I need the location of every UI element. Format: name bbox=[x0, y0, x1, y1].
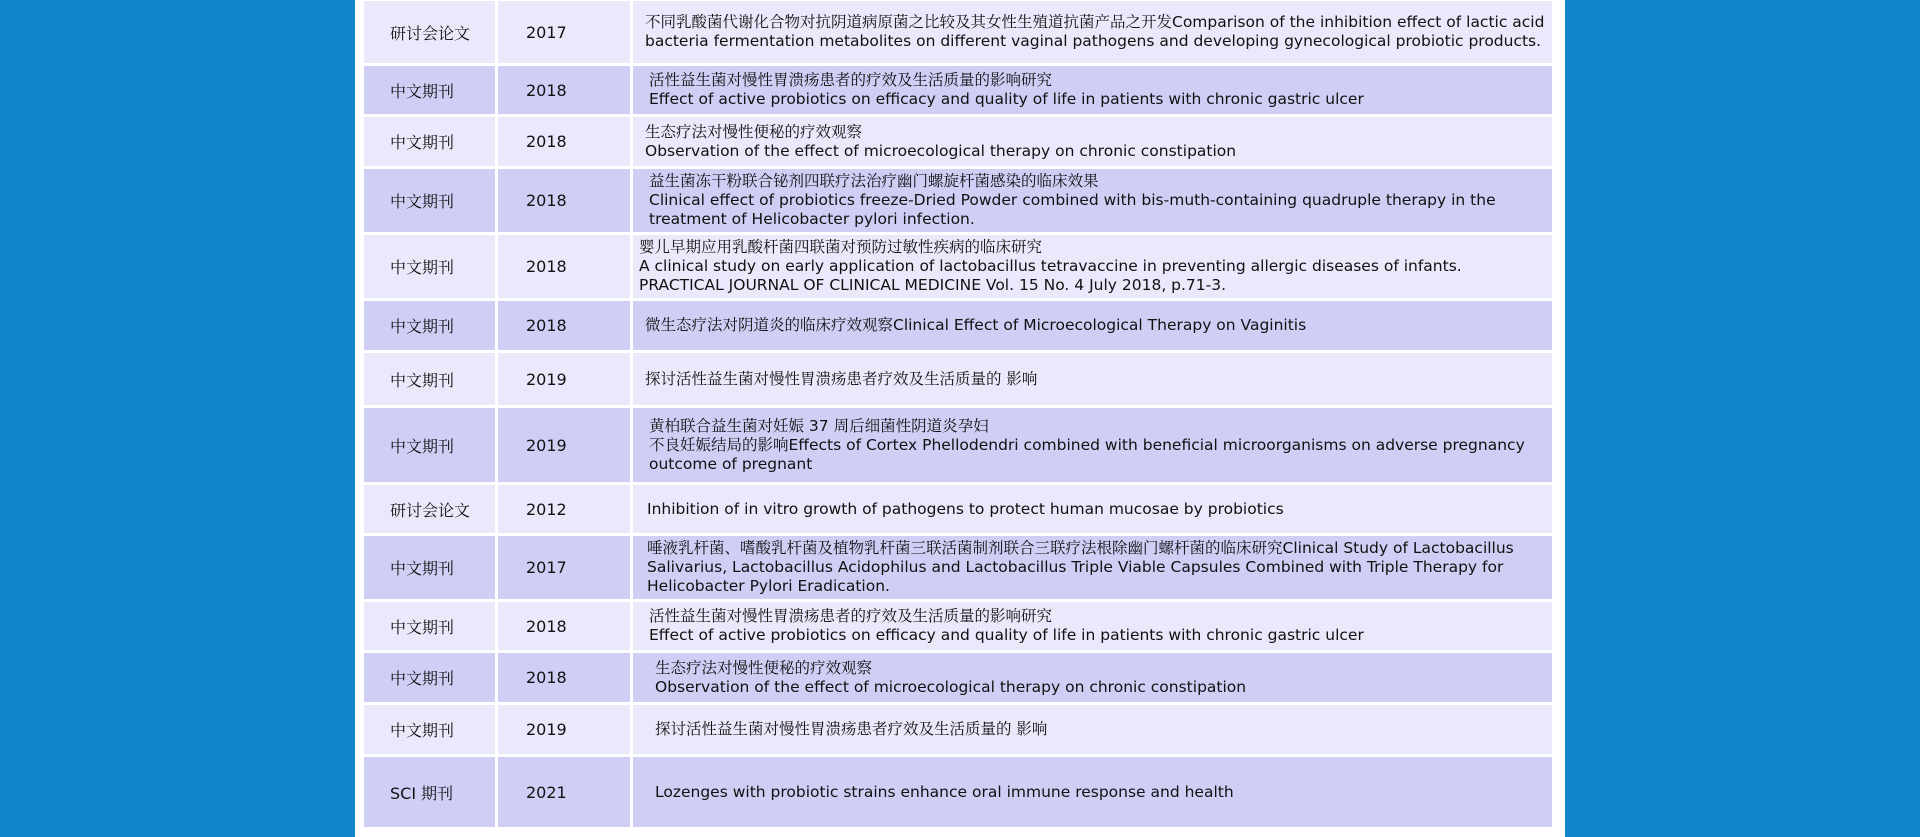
publication-type: 中文期刊 bbox=[364, 705, 498, 754]
publication-title-text: 活性益生菌对慢性胃溃疡患者的疗效及生活质量的影响研究 Effect of active probiotics on efficacy and quality of life in patients with chronic gastric ulcer bbox=[649, 607, 1364, 644]
table-row bbox=[364, 485, 1552, 536]
publication-title-text: 生态疗法对慢性便秘的疗效观察 Observation of the effect of microecological therapy on chronic constipation bbox=[645, 122, 1237, 160]
publication-title bbox=[633, 1, 1552, 63]
publication-title bbox=[633, 705, 1552, 754]
publication-year: 2019 bbox=[498, 353, 633, 405]
publication-type: 中文期刊 bbox=[364, 653, 498, 702]
publication-title bbox=[633, 353, 1552, 405]
table-row bbox=[364, 705, 1552, 757]
publication-type: 中文期刊 bbox=[364, 117, 498, 166]
publication-year: 2017 bbox=[498, 536, 633, 599]
publication-year: 2012 bbox=[498, 485, 633, 533]
publication-title-text: 生态疗法对慢性便秘的疗效观察 Observation of the effect of microecological therapy on chronic constipation bbox=[655, 658, 1247, 696]
publications-table bbox=[364, 0, 1552, 830]
publication-title-text: 婴儿早期应用乳酸杆菌四联菌对预防过敏性疾病的临床研究 A clinical study on early application of lactobacillus tetravaccine in preventing allergic diseases of infants. PRACTICAL JOURNAL OF CLINICAL MEDICINE Vol. 15 No. 4 July 2018, p.71-3. bbox=[639, 238, 1462, 294]
publication-type: 中文期刊 bbox=[364, 235, 498, 298]
publication-year: 2018 bbox=[498, 235, 633, 298]
publication-title-text: 微生态疗法对阴道炎的临床疗效观察Clinical Effect of Microecological Therapy on Vaginitis bbox=[645, 316, 1307, 334]
publication-year: 2017 bbox=[498, 1, 633, 63]
publication-year: 2018 bbox=[498, 66, 633, 114]
publication-year: 2018 bbox=[498, 653, 633, 702]
publication-title-text: 探讨活性益生菌对慢性胃溃疡患者疗效及生活质量的 影响 bbox=[655, 720, 1048, 738]
publication-year: 2018 bbox=[498, 169, 633, 232]
table-row bbox=[364, 301, 1552, 353]
publication-title bbox=[633, 757, 1552, 827]
publication-title-text: Lozenges with probiotic strains enhance oral immune response and health bbox=[655, 782, 1234, 801]
publication-title-text: 不同乳酸菌代谢化合物对抗阴道病原菌之比较及其女性生殖道抗菌产品之开发Comparison of the inhibition effect of lactic acid bacteria fermentation metabolites on different vaginal pathogens and developing gynecological probiotic products. bbox=[645, 13, 1545, 50]
publication-type: 研讨会论文 bbox=[364, 485, 498, 533]
publication-type: 中文期刊 bbox=[364, 536, 498, 599]
publication-title-text: 唾液乳杆菌、嗜酸乳杆菌及植物乳杆菌三联活菌制剂联合三联疗法根除幽门螺杆菌的临床研究Clinical Study of Lactobacillus Salivarius, Lactobacillus Acidophilus and Lactobacillus Triple Viable Capsules Combined with Triple Therapy for Helicobacter Pylori Eradication. bbox=[647, 539, 1514, 595]
publication-title bbox=[633, 485, 1552, 533]
table-row bbox=[364, 235, 1552, 301]
publication-title bbox=[633, 301, 1552, 350]
publication-title bbox=[633, 602, 1552, 650]
publication-title bbox=[633, 536, 1552, 599]
table-row bbox=[364, 117, 1552, 169]
publication-type: 中文期刊 bbox=[364, 301, 498, 350]
table-row bbox=[364, 66, 1552, 117]
publication-year: 2019 bbox=[498, 408, 633, 482]
publication-title-text: 活性益生菌对慢性胃溃疡患者的疗效及生活质量的影响研究 Effect of active probiotics on efficacy and quality of life in patients with chronic gastric ulcer bbox=[649, 71, 1364, 108]
publication-title bbox=[633, 66, 1552, 114]
publication-type: 中文期刊 bbox=[364, 602, 498, 650]
table-row bbox=[364, 653, 1552, 705]
publication-title bbox=[633, 408, 1552, 482]
publication-type: SCI 期刊 bbox=[364, 757, 498, 827]
publication-year: 2018 bbox=[498, 301, 633, 350]
publication-type: 中文期刊 bbox=[364, 408, 498, 482]
publication-year: 2018 bbox=[498, 117, 633, 166]
publication-title bbox=[633, 235, 1552, 298]
publication-type: 中文期刊 bbox=[364, 353, 498, 405]
publication-title bbox=[633, 169, 1552, 232]
table-row bbox=[364, 602, 1552, 653]
publication-title-text: Inhibition of in vitro growth of pathogens to protect human mucosae by probiotics bbox=[647, 499, 1284, 518]
publication-title-text: 探讨活性益生菌对慢性胃溃疡患者疗效及生活质量的 影响 bbox=[645, 369, 1038, 388]
publication-title-text: 黄柏联合益生菌对妊娠 37 周后细菌性阴道炎孕妇 不良妊娠结局的影响Effects of Cortex Phellodendri combined with beneficial microorganisms on adverse pregnancy outcome of pregnant bbox=[649, 416, 1525, 473]
table-row bbox=[364, 169, 1552, 235]
table-row bbox=[364, 757, 1552, 830]
publication-year: 2019 bbox=[498, 705, 633, 754]
document-page bbox=[355, 0, 1565, 837]
publication-type: 中文期刊 bbox=[364, 66, 498, 114]
publication-year: 2021 bbox=[498, 757, 633, 827]
publication-type: 中文期刊 bbox=[364, 169, 498, 232]
publication-title bbox=[633, 117, 1552, 166]
table-row bbox=[364, 536, 1552, 602]
table-row bbox=[364, 353, 1552, 408]
table-row bbox=[364, 1, 1552, 66]
publication-year: 2018 bbox=[498, 602, 633, 650]
publication-title-text: 益生菌冻干粉联合铋剂四联疗法治疗幽门螺旋杆菌感染的临床效果 Clinical effect of probiotics freeze-Dried Powder combined with bis-muth-containing quadruple therapy in the treatment of Helicobacter pylori infection. bbox=[649, 172, 1496, 228]
publication-title bbox=[633, 653, 1552, 702]
table-row bbox=[364, 408, 1552, 485]
publication-type: 研讨会论文 bbox=[364, 1, 498, 63]
